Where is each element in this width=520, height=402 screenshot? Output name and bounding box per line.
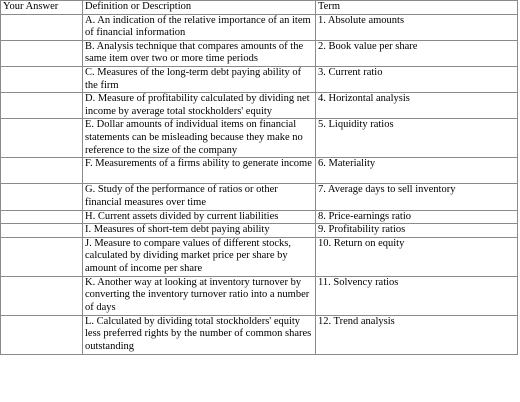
table-row <box>1 315 518 354</box>
table-row <box>1 184 518 210</box>
answer-cell[interactable] <box>1 276 83 315</box>
term-cell: 3. Current ratio <box>316 66 518 92</box>
term-cell: 6. Materiality <box>316 158 518 184</box>
term-cell: 4. Horizontal analysis <box>316 93 518 119</box>
table-row <box>1 158 518 184</box>
table-row <box>1 119 518 158</box>
answer-cell[interactable] <box>1 119 83 158</box>
answer-cell[interactable] <box>1 93 83 119</box>
definition-cell: E. Dollar amounts of individual items on financial statements can be misleading because they make no reference to the size of the company <box>83 119 316 158</box>
answer-cell[interactable] <box>1 315 83 354</box>
table-row <box>1 224 518 238</box>
definition-cell: C. Measures of the long-term debt paying ability of the firm <box>83 66 316 92</box>
table-row <box>1 276 518 315</box>
term-cell: 11. Solvency ratios <box>316 276 518 315</box>
table-row <box>1 14 518 40</box>
table-row <box>1 210 518 224</box>
answer-cell[interactable] <box>1 40 83 66</box>
definition-cell: L. Calculated by dividing total stockholders' equity less preferred rights by the number of common shares outstanding <box>83 315 316 354</box>
header-row <box>1 1 518 15</box>
answer-cell[interactable] <box>1 158 83 184</box>
definition-cell: K. Another way at looking at inventory turnover by converting the inventory turnover ratio into a number of days <box>83 276 316 315</box>
answer-cell[interactable] <box>1 224 83 238</box>
answer-cell[interactable] <box>1 237 83 276</box>
definition-cell: D. Measure of profitability calculated by dividing net income by average total stockholders' equity <box>83 93 316 119</box>
term-cell: 10. Return on equity <box>316 237 518 276</box>
answer-cell[interactable] <box>1 14 83 40</box>
term-cell: 8. Price-earnings ratio <box>316 210 518 224</box>
table-row <box>1 40 518 66</box>
header-term: Term <box>316 1 518 15</box>
answer-cell[interactable] <box>1 66 83 92</box>
definition-cell: H. Current assets divided by current liabilities <box>83 210 316 224</box>
definition-cell: A. An indication of the relative importance of an item of financial information <box>83 14 316 40</box>
answer-cell[interactable] <box>1 184 83 210</box>
term-cell: 9. Profitability ratios <box>316 224 518 238</box>
definition-cell: G. Study of the performance of ratios or other financial measures over time <box>83 184 316 210</box>
definition-cell: I. Measures of short-tem debt paying ability <box>83 224 316 238</box>
definition-cell: J. Measure to compare values of different stocks, calculated by dividing market price per share by amount of income per share <box>83 237 316 276</box>
answer-cell[interactable] <box>1 210 83 224</box>
header-definition: Definition or Description <box>83 1 316 15</box>
term-cell: 2. Book value per share <box>316 40 518 66</box>
term-cell: 5. Liquidity ratios <box>316 119 518 158</box>
table-row <box>1 237 518 276</box>
term-cell: 1. Absolute amounts <box>316 14 518 40</box>
term-cell: 7. Average days to sell inventory <box>316 184 518 210</box>
table-row <box>1 93 518 119</box>
header-your-answer: Your Answer <box>1 1 83 15</box>
definition-cell: B. Analysis technique that compares amounts of the same item over two or more time periods <box>83 40 316 66</box>
table-row <box>1 66 518 92</box>
term-cell: 12. Trend analysis <box>316 315 518 354</box>
definition-cell: F. Measurements of a firms ability to generate income <box>83 158 316 184</box>
